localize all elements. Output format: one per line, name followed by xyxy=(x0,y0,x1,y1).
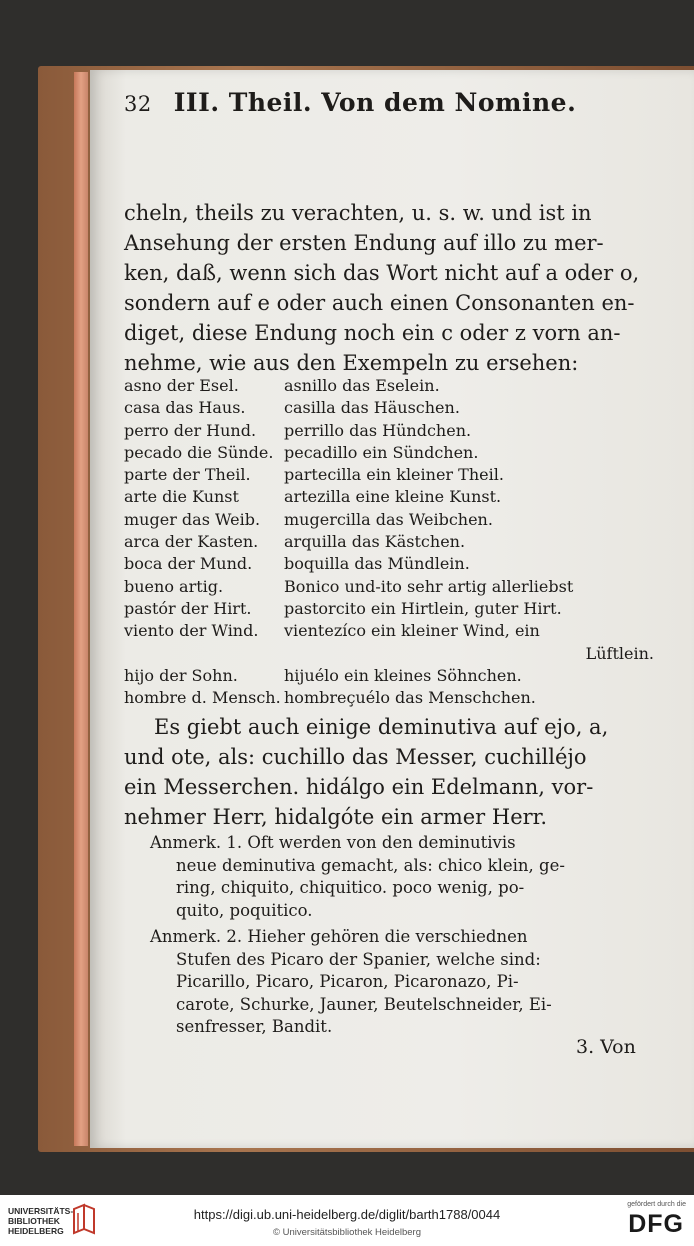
diminutive: hijuélo ein kleines Söhnchen. xyxy=(284,665,522,685)
vocab-row xyxy=(124,509,654,531)
word: boca der Mund. xyxy=(124,554,253,574)
text-line: sondern auf e oder auch einen Consonanten en- xyxy=(124,291,635,315)
word: parte der Theil. xyxy=(124,465,251,485)
vocab-row xyxy=(124,486,654,508)
diminutive: vientezíco ein kleiner Wind, ein xyxy=(284,621,540,641)
word: perro der Hund. xyxy=(124,420,257,440)
intro-paragraph xyxy=(124,198,639,378)
dfg-logo[interactable]: DFG xyxy=(628,1210,684,1238)
word: hombre d. Mensch. xyxy=(124,688,281,708)
cover-edge xyxy=(74,72,88,1146)
vocab-row xyxy=(124,553,654,575)
funding-note: gefördert durch die xyxy=(627,1201,686,1208)
vocab-row xyxy=(124,643,654,665)
word: pastór der Hirt. xyxy=(124,598,252,618)
diminutive: perrillo das Hündchen. xyxy=(284,420,472,440)
vocabulary-table xyxy=(124,375,654,709)
diminutive: hombreçuélo das Menschchen. xyxy=(284,688,536,708)
copyright-notice: © Universitätsbibliothek Heidelberg xyxy=(273,1227,421,1238)
text-line: Stufen des Picaro der Spanier, welche sind: xyxy=(176,949,541,969)
note-1 xyxy=(150,832,565,922)
word: pecado die Sünde. xyxy=(124,442,274,462)
catchword: 3. Von xyxy=(576,1036,636,1058)
vocab-row xyxy=(124,620,654,642)
word: hijo der Sohn. xyxy=(124,665,238,685)
vocab-row xyxy=(124,442,654,464)
word: bueno artig. xyxy=(124,576,224,596)
diminutive: Bonico und-ito sehr artig allerliebst xyxy=(284,576,574,596)
word: asno der Esel. xyxy=(124,376,239,395)
text-line: und ote, als: cuchillo das Messer, cuchilléjo xyxy=(124,745,587,769)
text-line: Ansehung der ersten Endung auf illo zu mer- xyxy=(124,231,604,255)
diminutive: mugercilla das Weibchen. xyxy=(284,509,493,529)
diminutive: pastorcito ein Hirtlein, guter Hirt. xyxy=(284,598,562,618)
vocab-row xyxy=(124,576,654,598)
word: casa das Haus. xyxy=(124,398,246,418)
viewer-footer xyxy=(0,1195,694,1246)
text-line: nehmer Herr, hidalgóte ein armer Herr. xyxy=(124,805,548,829)
text-line: ring, chiquito, chiquitico. poco wenig, po- xyxy=(176,878,525,897)
vocab-row xyxy=(124,665,654,687)
diminutive: partecilla ein kleiner Theil. xyxy=(284,465,504,485)
vocab-row xyxy=(124,375,654,397)
library-name-line: HEIDELBERG xyxy=(8,1226,64,1236)
word: arca der Kasten. xyxy=(124,532,259,552)
text-line: ein Messerchen. hidálgo ein Edelmann, vor- xyxy=(124,775,594,799)
text-line: neue deminutiva gemacht, als: chico klein, ge- xyxy=(176,855,565,875)
diminutive: pecadillo ein Sündchen. xyxy=(284,442,479,462)
diminutive: boquilla das Mündlein. xyxy=(284,554,470,574)
vocab-row xyxy=(124,687,654,709)
diminutive: artezilla eine kleine Kunst. xyxy=(284,487,502,507)
text-line: Picarillo, Picaro, Picaron, Picaronazo, Pi- xyxy=(176,972,519,991)
page-number: 32 xyxy=(124,92,152,116)
word: arte die Kunst xyxy=(124,487,239,507)
diminutive: arquilla das Kästchen. xyxy=(284,532,466,552)
diminutive: casilla das Häuschen. xyxy=(284,398,460,418)
note-2 xyxy=(150,926,552,1039)
vocab-row xyxy=(124,598,654,620)
diminutive: asnillo das Eselein. xyxy=(284,376,440,395)
running-title: III. Theil. Von dem Nomine. xyxy=(173,88,577,117)
text-line: nehme, wie aus den Exempeln zu ersehen: xyxy=(124,351,579,375)
deminutiva-paragraph xyxy=(124,712,608,832)
text-line: Anmerk. 2. Hieher gehören die verschiednen xyxy=(150,927,528,946)
word: muger das Weib. xyxy=(124,509,261,529)
permalink-url[interactable]: https://digi.ub.uni-heidelberg.de/diglit/barth1788/0044 xyxy=(193,1207,501,1222)
vocab-row xyxy=(124,397,654,419)
diminutive: Lüftlein. xyxy=(585,643,654,663)
vocab-row xyxy=(124,531,654,553)
text-line: senfresser, Bandit. xyxy=(176,1017,333,1036)
text-line: quito, poquitico. xyxy=(176,900,313,920)
text-line: Anmerk. 1. Oft werden von den deminutivis xyxy=(150,833,516,852)
text-line: carote, Schurke, Jauner, Beutelschneider, Ei- xyxy=(176,994,552,1014)
vocab-row xyxy=(124,420,654,442)
library-name-line: BIBLIOTHEK xyxy=(8,1216,60,1226)
library-name-line: UNIVERSITÄTS- xyxy=(8,1206,74,1216)
vocab-row xyxy=(124,464,654,486)
page-header xyxy=(124,88,576,117)
text-line: cheln, theils zu verachten, u. s. w. und ist in xyxy=(124,201,592,225)
text-line: diget, diese Endung noch ein c oder z vorn an- xyxy=(124,321,621,345)
word: viento der Wind. xyxy=(124,621,259,641)
text-line: Es giebt auch einige deminutiva auf ejo, a, xyxy=(154,715,609,739)
text-line: ken, daß, wenn sich das Wort nicht auf a oder o, xyxy=(124,261,640,285)
